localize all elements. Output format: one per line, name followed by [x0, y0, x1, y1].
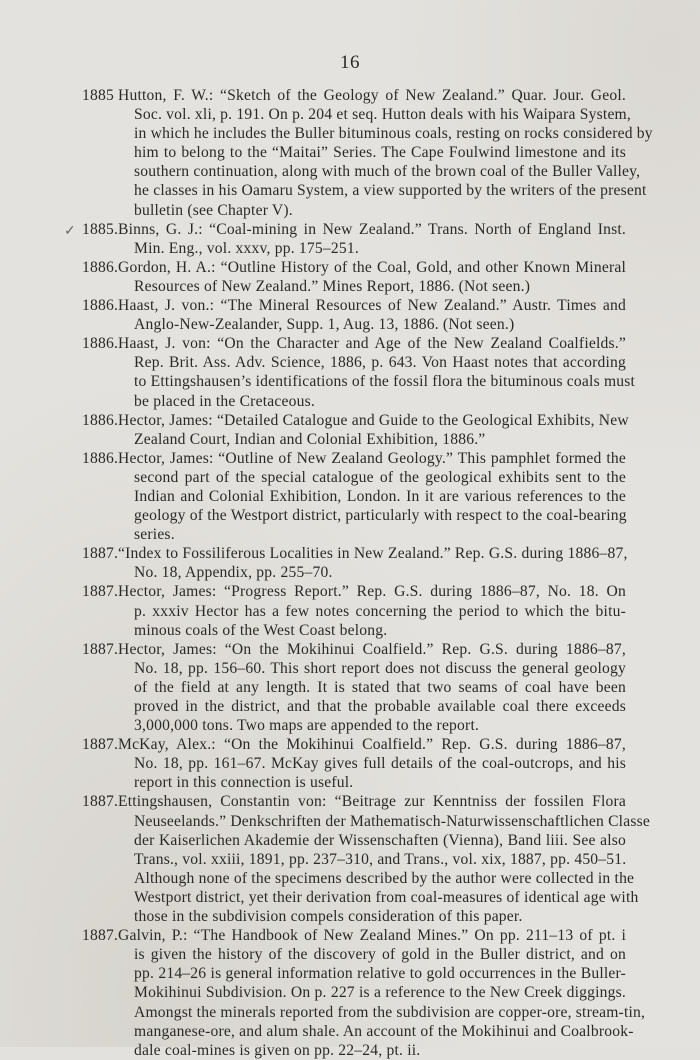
entry-year: 1887. [82, 736, 119, 754]
entry-year: 1887. [82, 927, 119, 945]
entry-text-line: “Index to Fossiliferous Localities in New Zealand.” Rep. G.S. during 1886–87, [118, 545, 628, 563]
entry-text-line: Haast, J. von.: “The Mineral Resources of New Zealand.” Austr. Times and [118, 297, 626, 315]
bibliography-entry [0, 86, 700, 220]
bibliography-entry [0, 334, 700, 410]
entry-text-line: to Ettingshausen’s identifications of the fossil flora the bituminous coals must [134, 373, 636, 391]
bibliography-entry [0, 792, 700, 926]
entry-text-line: in which he includes the Buller bituminous coals, resting on rocks considered by [134, 125, 653, 143]
entry-text-line: of the field at any length. It is stated that two seams of coal have been [134, 678, 626, 696]
entry-text-line: Westport district, yet their derivation from coal-measures of identical age with [134, 888, 639, 906]
check-mark-icon: ✓ [64, 223, 76, 239]
entry-text-line: southern continuation, along with much of the brown coal of the Buller Valley, [134, 163, 641, 181]
entry-text-line: is given the history of the discovery of gold in the Buller district, and on [134, 946, 626, 964]
entry-year: 1886. [82, 335, 119, 353]
entry-year: 1886. [82, 449, 119, 467]
entry-year: 1886. [82, 297, 119, 315]
entry-text-line: dale coal-mines is given on pp. 22–24, pt. ii. [134, 1041, 421, 1059]
entry-year: 1887. [82, 583, 119, 601]
entry-text-line: Hector, James: “On the Mokihinui Coalfield.” Rep. G.S. during 1886–87, [118, 640, 626, 658]
entry-text-line: be placed in the Cretaceous. [134, 392, 315, 410]
entry-text-line: Zealand Court, Indian and Colonial Exhibition, 1886.” [134, 430, 486, 448]
entry-text-line: Haast, J. von: “On the Character and Age of the New Zealand Coalfields.” [118, 335, 626, 353]
entry-text-line: McKay, Alex.: “On the Mokihinui Coalfield.” Rep. G.S. during 1886–87, [118, 736, 626, 754]
entry-text-line: him to belong to the “Maitai” Series. The Cape Foulwind limestone and its [134, 144, 626, 162]
entry-text-line: report in this connection is useful. [134, 774, 354, 792]
entry-text-line: pp. 214–26 is general information relative to gold occurrences in the Buller- [134, 965, 626, 983]
bibliography-entry [0, 220, 700, 258]
entry-text-line: Neuseelands.” Denkschriften der Mathematisch-Naturwissenschaftlichen Classe [134, 812, 650, 830]
bibliography-entry [0, 926, 700, 1060]
entry-text-line: Galvin, P.: “The Handbook of New Zealand Mines.” On pp. 211–13 of pt. i [118, 927, 626, 945]
bibliography-list [0, 86, 700, 1060]
bibliography-entry [0, 735, 700, 792]
entry-text-line: Min. Eng., vol. xxxv, pp. 175–251. [134, 239, 359, 257]
entry-text-line: series. [134, 526, 175, 544]
entry-text-line: Mokihinui Subdivision. On p. 227 is a reference to the New Creek diggings. [134, 984, 626, 1002]
entry-text-line: Ettingshausen, Constantin von: “Beitrage zur Kenntniss der fossilen Flora [118, 793, 626, 811]
bibliography-entry [0, 411, 700, 449]
entry-text-line: Resources of New Zealand.” Mines Report, 1886. (Not seen.) [134, 277, 531, 295]
entry-text-line: manganese-ore, and alum shale. An account of the Mokihinui and Coalbrook- [134, 1022, 634, 1040]
entry-text-line: Anglo-New-Zealander, Supp. 1, Aug. 13, 1886. (Not seen.) [134, 316, 515, 334]
entry-text-line: Hutton, F. W.: “Sketch of the Geology of New Zealand.” Quar. Jour. Geol. [118, 87, 626, 104]
entry-text-line: No. 18, pp. 161–67. McKay gives full details of the coal-outcrops, and his [134, 755, 626, 773]
page-number: 16 [340, 52, 360, 73]
entry-year: 1885 [82, 87, 114, 104]
entry-text-line: geology of the Westport district, particularly with respect to the coal-bearing [134, 507, 627, 525]
entry-year: 1887. [82, 640, 119, 658]
entry-year: 1887. [82, 545, 119, 563]
entry-text-line: der Kaiserlichen Akademie der Wissenschaften (Vienna), Band liii. See also [134, 831, 626, 849]
entry-text-line: Trans., vol. xxiii, 1891, pp. 237–310, and Trans., vol. xix, 1887, pp. 450–51. [134, 850, 627, 868]
entry-text-line: bulletin (see Chapter V). [134, 201, 293, 219]
entry-text-line: Indian and Colonial Exhibition, London. In it are various references to the [134, 487, 626, 505]
bibliography-entry [0, 296, 700, 334]
entry-text-line: he classes in his Oamaru System, a view supported by the writers of the present [134, 182, 647, 200]
entry-text-line: minous coals of the West Coast belong. [134, 621, 388, 639]
entry-text-line: Hector, James: “Progress Report.” Rep. G.S. during 1886–87, No. 18. On [118, 583, 626, 601]
bibliography-entry [0, 582, 700, 639]
entry-text-line: p. xxxiv Hector has a few notes concerning the period to which the bitu- [134, 602, 626, 620]
entry-text-line: No. 18, Appendix, pp. 255–70. [134, 564, 333, 582]
bibliography-entry [0, 640, 700, 735]
entry-year: 1886. [82, 258, 119, 276]
entry-text-line: Hector, James: “Outline of New Zealand Geology.” This pamphlet formed the [118, 449, 626, 467]
bibliography-entry [0, 449, 700, 544]
entry-year: 1887. [82, 793, 119, 811]
entry-text-line: 3,000,000 tons. Two maps are appended to the report. [134, 717, 480, 735]
entry-year: 1885. [82, 220, 119, 238]
bibliography-entry [0, 258, 700, 296]
entry-text-line: those in the subdivision compels consideration of this paper. [134, 908, 523, 926]
entry-text-line: second part of the special catalogue of the geological exhibits sent to the [134, 468, 626, 486]
entry-text-line: Soc. vol. xli, p. 191. On p. 204 et seq. Hutton deals with his Waipara System, [134, 106, 631, 124]
entry-text-line: proved in the district, and that the probable available coal there exceeds [134, 698, 626, 715]
entry-text-line: Hector, James: “Detailed Catalogue and Guide to the Geological Exhibits, New [118, 411, 629, 429]
entry-text-line: Amongst the minerals reported from the subdivision are copper-ore, stream-tin, [134, 1003, 646, 1021]
entry-text-line: Although none of the specimens described by the author were collected in the [134, 869, 635, 887]
entry-year: 1886. [82, 411, 119, 429]
bibliography-entry [0, 544, 700, 582]
entry-text-line: Binns, G. J.: “Coal-mining in New Zealand.” Trans. North of England Inst. [118, 220, 626, 238]
entry-text-line: Gordon, H. A.: “Outline History of the Coal, Gold, and other Known Mineral [118, 258, 626, 276]
entry-text-line: No. 18, pp. 156–60. This short report does not discuss the general geology [134, 659, 626, 677]
entry-text-line: Rep. Brit. Ass. Adv. Science, 1886, p. 643. Von Haast notes that according [134, 354, 626, 372]
